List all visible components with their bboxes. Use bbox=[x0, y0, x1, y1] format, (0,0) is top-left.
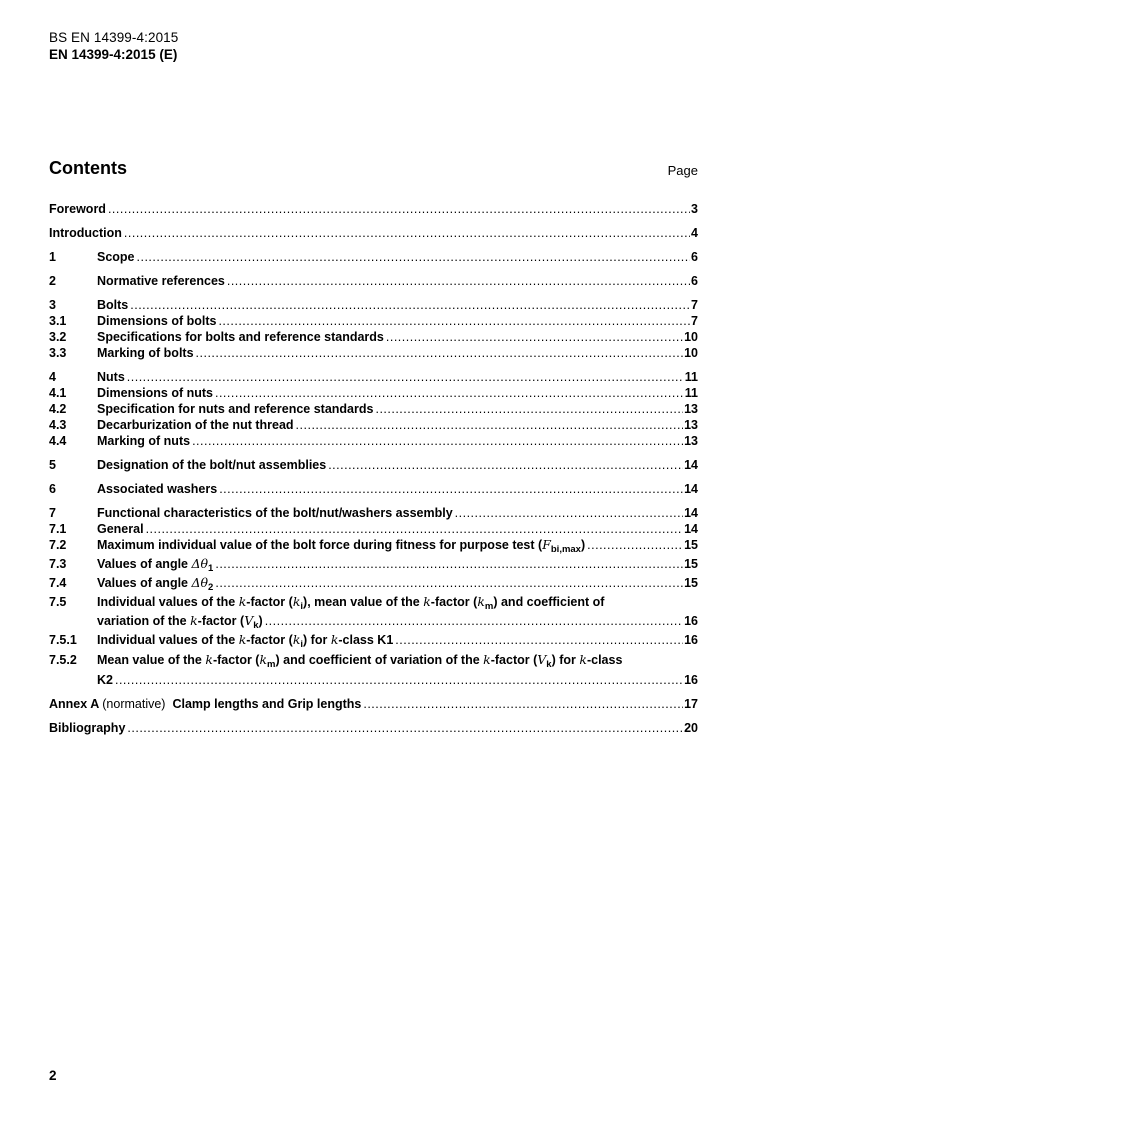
toc-page: 4 bbox=[691, 226, 698, 240]
toc-page: 14 bbox=[684, 522, 698, 536]
toc-page: 14 bbox=[684, 482, 698, 496]
toc-page: 10 bbox=[684, 330, 698, 344]
document-header bbox=[49, 29, 178, 63]
toc-page: 14 bbox=[684, 506, 698, 520]
contents-title: Contents bbox=[49, 158, 127, 178]
toc-entry-6[interactable]: 6 Associated washers ..... 14 bbox=[49, 481, 698, 497]
toc-entry-5[interactable]: 5 Designation of the bolt/nut assemblies ..... 14 bbox=[49, 457, 698, 473]
toc-entry-3-3[interactable]: 3.3 Marking of bolts ..... 10 bbox=[49, 345, 698, 361]
toc-entry-7[interactable]: 7 Functional characteristics of the bolt/nut/washers assembly ..... 14 bbox=[49, 505, 698, 521]
toc-page: 16 bbox=[684, 614, 698, 628]
toc-page: 16 bbox=[684, 633, 698, 647]
toc-entry-4-2[interactable]: 4.2 Specification for nuts and reference standards ..... 13 bbox=[49, 401, 698, 417]
toc-entry-7-5-1[interactable]: 7.5.1 Individual values of the k-factor $(k_i)$ for k-class K1 ..... 16 bbox=[49, 632, 698, 648]
toc-page: 7 bbox=[691, 298, 698, 312]
toc-entry-4[interactable]: 4 Nuts ..... 11 bbox=[49, 369, 698, 385]
toc-page: 7 bbox=[691, 314, 698, 328]
toc-entry-7-1[interactable]: 7.1 General ..... 14 bbox=[49, 521, 698, 537]
toc-entry-7-5[interactable]: 7.5 Individual values of the k-factor $(k_i)$, mean value of the k-factor $(k_m)$ and coefficient of bbox=[49, 594, 605, 612]
toc-page: 15 bbox=[684, 576, 698, 590]
toc-entry-7-5-2[interactable]: 7.5.2 Mean value of the k-factor $(k_m)$ and coefficient of variation of the k-factor $(V_k)$ for k-class bbox=[49, 652, 623, 670]
toc-page: 16 bbox=[684, 673, 698, 687]
toc-page: 11 bbox=[684, 370, 698, 384]
toc-page: 11 bbox=[684, 386, 698, 400]
toc-page: 3 bbox=[691, 202, 698, 216]
toc-entry-3-2[interactable]: 3.2 Specifications for bolts and reference standards ..... 10 bbox=[49, 329, 698, 345]
toc-page: 20 bbox=[684, 721, 698, 735]
toc-entry-introduction[interactable]: Introduction ..... 4 bbox=[49, 225, 698, 241]
toc-page: 6 bbox=[691, 274, 698, 288]
toc-entry-7-5-continued[interactable]: variation of the k-factor $(V_k)$ ..... 16 bbox=[49, 613, 698, 629]
toc-entry-7-2[interactable]: 7.2 Maximum individual value of the bolt force during fitness for purpose test $(F_{bi,max})$ ..... 15 bbox=[49, 537, 698, 553]
toc-entry-3-1[interactable]: 3.1 Dimensions of bolts ..... 7 bbox=[49, 313, 698, 329]
toc-entry-1[interactable]: 1 Scope ..... 6 bbox=[49, 249, 698, 265]
toc-entry-4-3[interactable]: 4.3 Decarburization of the nut thread ..... 13 bbox=[49, 417, 698, 433]
page-column-label: Page bbox=[667, 163, 698, 178]
toc-entry-bibliography[interactable]: Bibliography ..... 20 bbox=[49, 720, 698, 736]
toc-page: 13 bbox=[684, 402, 698, 416]
toc-page: 13 bbox=[684, 418, 698, 432]
toc-page: 15 bbox=[684, 538, 698, 552]
toc-entry-7-4[interactable]: 7.4 Values of angle $\Delta\theta_2$ ..... 15 bbox=[49, 575, 698, 591]
toc-page: 13 bbox=[684, 434, 698, 448]
header-en-number: EN 14399-4:2015 (E) bbox=[49, 47, 178, 62]
toc-page: 10 bbox=[684, 346, 698, 360]
toc-entry-annex-a[interactable]: Annex A (normative) Clamp lengths and Grip lengths ..... 17 bbox=[49, 696, 698, 712]
toc-page: 14 bbox=[684, 458, 698, 472]
toc-entry-7-5-2-continued[interactable]: K2 ..... 16 bbox=[49, 672, 698, 688]
toc-entry-3[interactable]: 3 Bolts ..... 7 bbox=[49, 297, 698, 313]
toc-page: 6 bbox=[691, 250, 698, 264]
toc-entry-7-3[interactable]: 7.3 Values of angle $\Delta\theta_1$ ..... 15 bbox=[49, 556, 698, 572]
toc-entry-foreword[interactable]: Foreword ..... 3 bbox=[49, 201, 698, 217]
toc-entry-2[interactable]: 2 Normative references ..... 6 bbox=[49, 273, 698, 289]
toc-page: 17 bbox=[684, 697, 698, 711]
toc-entry-4-1[interactable]: 4.1 Dimensions of nuts ..... 11 bbox=[49, 385, 698, 401]
toc-entry-4-4[interactable]: 4.4 Marking of nuts ..... 13 bbox=[49, 433, 698, 449]
page-number: 2 bbox=[49, 1068, 57, 1083]
header-bs-number: BS EN 14399-4:2015 bbox=[49, 30, 179, 45]
toc-page: 15 bbox=[684, 557, 698, 571]
